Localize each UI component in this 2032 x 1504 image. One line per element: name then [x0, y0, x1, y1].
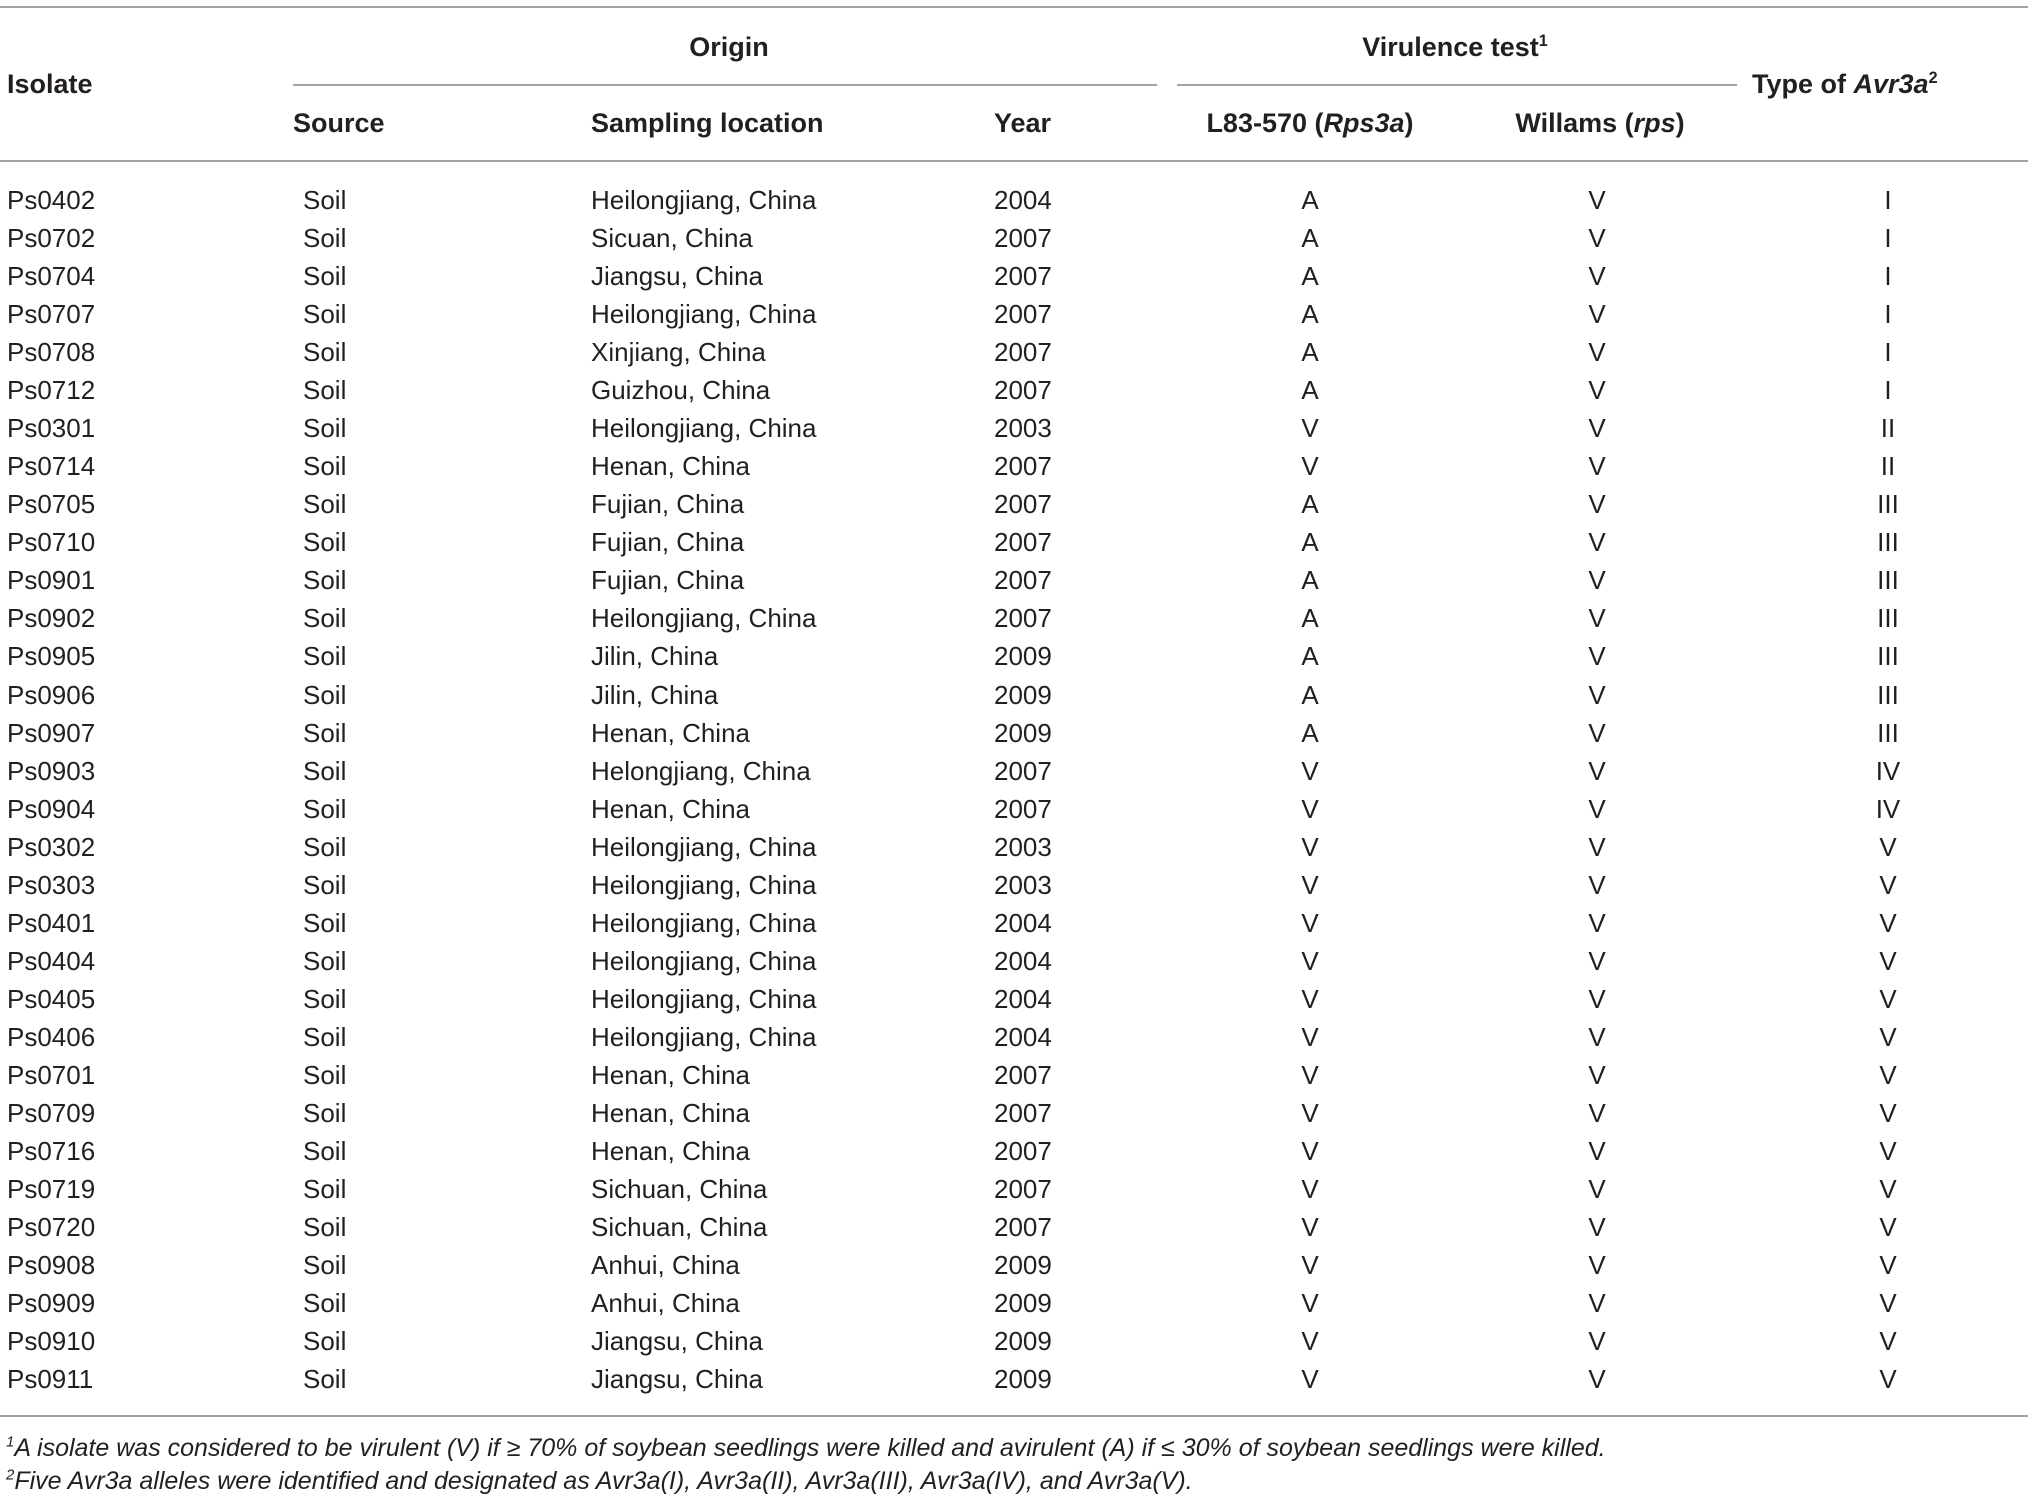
cell-sampling-location: Henan, China	[591, 1136, 750, 1166]
table-row	[0, 219, 2032, 257]
cell-source: Soil	[303, 565, 347, 596]
footnote-marker: 1	[6, 1433, 15, 1451]
cell-year: 2003	[994, 413, 1052, 444]
cell-willams: V	[1588, 375, 1606, 406]
cell-source: Soil	[303, 717, 347, 748]
cell-willams: V	[1588, 451, 1606, 482]
cell-isolate: Ps0909	[7, 1288, 96, 1319]
cell-source: Soil	[303, 489, 347, 520]
cell-avr3a-type: IV	[1875, 755, 1901, 786]
header-avr3a-type	[1752, 65, 1938, 103]
cell-avr3a-type: II	[1880, 451, 1896, 482]
cell-l83-570: A	[1301, 261, 1319, 292]
cell-avr3a-type: III	[1877, 641, 1899, 672]
cell-willams: V	[1588, 945, 1606, 976]
cell-avr3a-type: I	[1884, 223, 1892, 254]
table-row	[0, 714, 2032, 752]
cell-year: 2003	[994, 831, 1052, 862]
cell-l83-570: A	[1301, 337, 1319, 368]
cell-willams: V	[1588, 337, 1606, 368]
cell-willams: V	[1588, 679, 1606, 710]
table-row	[0, 637, 2032, 675]
cell-sampling-location: Henan, China	[591, 1059, 750, 1090]
cell-year: 2007	[994, 299, 1052, 330]
cell-avr3a-type: V	[1879, 1250, 1897, 1281]
cell-isolate: Ps0404	[7, 945, 96, 976]
cell-source: Soil	[303, 299, 347, 330]
cell-source: Soil	[303, 1021, 347, 1052]
cell-avr3a-type: V	[1879, 1097, 1897, 1128]
footnote-ref-1: 1	[1538, 32, 1548, 50]
cell-isolate: Ps0402	[7, 185, 96, 215]
cell-source: Soil	[303, 603, 347, 634]
cell-year: 2007	[994, 755, 1052, 786]
cell-sampling-location: Jilin, China	[591, 679, 719, 710]
cell-year: 2007	[994, 1059, 1052, 1090]
cell-source: Soil	[303, 983, 347, 1014]
cell-avr3a-type: V	[1879, 1212, 1897, 1243]
cell-willams: V	[1588, 603, 1606, 634]
cell-isolate: Ps0719	[7, 1174, 96, 1205]
header-source: Source	[293, 108, 385, 138]
cell-isolate: Ps0406	[7, 1021, 96, 1052]
cell-willams: V	[1588, 185, 1606, 215]
cell-isolate: Ps0716	[7, 1136, 96, 1166]
cell-sampling-location: Henan, China	[591, 793, 750, 824]
header-virulence-test-label: Virulence test	[1362, 32, 1539, 62]
header-sampling-location: Sampling location	[591, 108, 824, 138]
cell-avr3a-type: V	[1879, 1174, 1897, 1205]
cell-sampling-location: Anhui, China	[591, 1288, 740, 1319]
cell-year: 2009	[994, 1326, 1052, 1357]
cell-avr3a-type: I	[1884, 299, 1892, 330]
cell-l83-570: V	[1301, 869, 1319, 900]
cell-isolate: Ps0405	[7, 983, 96, 1014]
cell-l83-570: A	[1301, 527, 1319, 558]
cell-willams: V	[1588, 565, 1606, 596]
table-row	[0, 828, 2032, 866]
cell-sampling-location: Jiangsu, China	[591, 1326, 763, 1357]
cell-avr3a-type: V	[1879, 869, 1897, 900]
cell-willams: V	[1588, 1059, 1606, 1090]
header-year: Year	[994, 108, 1052, 138]
cell-l83-570: V	[1301, 1136, 1319, 1166]
cell-isolate: Ps0712	[7, 375, 96, 406]
cell-isolate: Ps0702	[7, 223, 96, 254]
cell-isolate: Ps0401	[7, 907, 96, 938]
virulence-group-rule	[1177, 84, 1737, 86]
cell-willams: V	[1588, 1136, 1606, 1166]
cell-isolate: Ps0904	[7, 793, 96, 824]
cell-isolate: Ps0708	[7, 337, 96, 368]
cell-isolate: Ps0302	[7, 831, 96, 862]
cell-year: 2004	[994, 945, 1052, 976]
cell-l83-570: V	[1301, 1326, 1319, 1357]
cell-sampling-location: Henan, China	[591, 1097, 750, 1128]
cell-source: Soil	[303, 1097, 347, 1128]
cell-year: 2009	[994, 679, 1052, 710]
cell-year: 2007	[994, 527, 1052, 558]
cell-l83-570: V	[1301, 945, 1319, 976]
table-row	[0, 257, 2032, 295]
cell-source: Soil	[303, 413, 347, 444]
cell-source: Soil	[303, 337, 347, 368]
cell-avr3a-type: V	[1879, 1364, 1897, 1395]
cell-l83-570: V	[1301, 1174, 1319, 1205]
cell-year: 2007	[994, 261, 1052, 292]
header-l83-prefix: L83-570 (	[1206, 108, 1324, 138]
table-row	[0, 904, 2032, 942]
cell-willams: V	[1588, 983, 1606, 1014]
table-header-rule	[0, 160, 2028, 162]
table-row	[0, 1322, 2032, 1360]
cell-year: 2007	[994, 1212, 1052, 1243]
cell-source: Soil	[303, 679, 347, 710]
cell-l83-570: A	[1301, 489, 1319, 520]
cell-willams: V	[1588, 527, 1606, 558]
cell-avr3a-type: III	[1877, 527, 1899, 558]
cell-avr3a-type: V	[1879, 1288, 1897, 1319]
cell-year: 2007	[994, 565, 1052, 596]
table-top-rule	[0, 6, 2028, 8]
cell-l83-570: V	[1301, 1021, 1319, 1052]
cell-avr3a-type: I	[1884, 337, 1892, 368]
cell-year: 2007	[994, 1097, 1052, 1128]
cell-avr3a-type: III	[1877, 565, 1899, 596]
cell-sampling-location: Heilongjiang, China	[591, 185, 817, 215]
cell-l83-570: V	[1301, 793, 1319, 824]
cell-sampling-location: Fujian, China	[591, 527, 745, 558]
cell-sampling-location: Jiangsu, China	[591, 1364, 763, 1395]
cell-year: 2004	[994, 907, 1052, 938]
cell-source: Soil	[303, 1174, 347, 1205]
cell-willams: V	[1588, 413, 1606, 444]
table-row	[0, 409, 2032, 447]
cell-sampling-location: Heilongjiang, China	[591, 603, 817, 634]
cell-sampling-location: Heilongjiang, China	[591, 945, 817, 976]
footnote-text: Five Avr3a alleles were identified and designated as Avr3a(I), Avr3a(II), Avr3a(III), Avr3a(IV), and Avr3a(V).	[14, 1467, 1193, 1495]
cell-year: 2007	[994, 223, 1052, 254]
cell-source: Soil	[303, 1364, 347, 1395]
cell-l83-570: A	[1301, 679, 1319, 710]
table-row	[0, 561, 2032, 599]
header-willams-gene: rps	[1633, 108, 1676, 138]
cell-avr3a-type: V	[1879, 907, 1897, 938]
cell-avr3a-type: II	[1880, 413, 1896, 444]
cell-isolate: Ps0710	[7, 527, 96, 558]
cell-source: Soil	[303, 945, 347, 976]
cell-avr3a-type: V	[1879, 1326, 1897, 1357]
cell-sampling-location: Anhui, China	[591, 1250, 740, 1281]
cell-isolate: Ps0910	[7, 1326, 96, 1357]
cell-willams: V	[1588, 489, 1606, 520]
cell-willams: V	[1588, 1326, 1606, 1357]
cell-avr3a-type: III	[1877, 717, 1899, 748]
cell-willams: V	[1588, 1250, 1606, 1281]
cell-avr3a-type: III	[1877, 679, 1899, 710]
header-l83-gene: Rps3a	[1323, 108, 1405, 138]
cell-sampling-location: Henan, China	[591, 717, 750, 748]
cell-source: Soil	[303, 1288, 347, 1319]
cell-l83-570: A	[1301, 641, 1319, 672]
cell-year: 2007	[994, 489, 1052, 520]
cell-isolate: Ps0911	[7, 1364, 94, 1395]
cell-source: Soil	[303, 261, 347, 292]
cell-willams: V	[1588, 223, 1606, 254]
cell-l83-570: A	[1301, 717, 1319, 748]
footnote-marker: 2	[6, 1466, 15, 1484]
cell-l83-570: V	[1301, 1288, 1319, 1319]
cell-sampling-location: Jiangsu, China	[591, 261, 763, 292]
cell-isolate: Ps0902	[7, 603, 96, 634]
cell-willams: V	[1588, 869, 1606, 900]
table-bottom-rule	[0, 1415, 2028, 1417]
cell-willams: V	[1588, 717, 1606, 748]
cell-year: 2004	[994, 1021, 1052, 1052]
cell-willams: V	[1588, 1288, 1606, 1319]
cell-avr3a-type: III	[1877, 603, 1899, 634]
cell-willams: V	[1588, 793, 1606, 824]
cell-year: 2009	[994, 1288, 1052, 1319]
cell-sampling-location: Jilin, China	[591, 641, 719, 672]
cell-willams: V	[1588, 1097, 1606, 1128]
cell-isolate: Ps0908	[7, 1250, 96, 1281]
cell-source: Soil	[303, 1136, 347, 1166]
cell-l83-570: A	[1301, 185, 1319, 215]
cell-year: 2009	[994, 1250, 1052, 1281]
cell-year: 2004	[994, 185, 1052, 215]
cell-year: 2009	[994, 641, 1052, 672]
cell-isolate: Ps0303	[7, 869, 96, 900]
cell-willams: V	[1588, 831, 1606, 862]
cell-avr3a-type: I	[1884, 185, 1892, 215]
table-row	[0, 1094, 2032, 1132]
cell-avr3a-type: V	[1879, 831, 1897, 862]
cell-source: Soil	[303, 223, 347, 254]
cell-l83-570: A	[1301, 375, 1319, 406]
cell-l83-570: A	[1301, 603, 1319, 634]
cell-source: Soil	[303, 869, 347, 900]
cell-isolate: Ps0707	[7, 299, 96, 330]
cell-isolate: Ps0701	[7, 1059, 96, 1090]
cell-year: 2009	[994, 1364, 1052, 1395]
cell-isolate: Ps0906	[7, 679, 96, 710]
footnote-text: A isolate was considered to be virulent (V) if ≥ 70% of soybean seedlings were killed and avirulent (A) if ≤ 30% of soybean seedlings were killed.	[14, 1434, 1606, 1462]
header-willams-prefix: Willams (	[1515, 108, 1634, 138]
cell-willams: V	[1588, 1174, 1606, 1205]
cell-source: Soil	[303, 793, 347, 824]
cell-avr3a-type: V	[1879, 1059, 1897, 1090]
cell-willams: V	[1588, 641, 1606, 672]
header-type-gene: Avr3a	[1853, 69, 1929, 99]
cell-sampling-location: Heilongjiang, China	[591, 983, 817, 1014]
cell-avr3a-type: V	[1879, 983, 1897, 1014]
table-row	[0, 1170, 2032, 1208]
cell-willams: V	[1588, 755, 1606, 786]
table-row	[0, 1284, 2032, 1322]
cell-willams: V	[1588, 907, 1606, 938]
cell-l83-570: V	[1301, 1250, 1319, 1281]
cell-l83-570: V	[1301, 983, 1319, 1014]
cell-year: 2004	[994, 983, 1052, 1014]
cell-sampling-location: Xinjiang, China	[591, 337, 766, 368]
footnote-2	[6, 1464, 1193, 1498]
cell-l83-570: V	[1301, 1059, 1319, 1090]
cell-source: Soil	[303, 185, 347, 215]
cell-isolate: Ps0705	[7, 489, 96, 520]
cell-l83-570: A	[1301, 223, 1319, 254]
cell-sampling-location: Heilongjiang, China	[591, 907, 817, 938]
footnote-1	[6, 1431, 1606, 1465]
cell-sampling-location: Helongjiang, China	[591, 755, 811, 786]
cell-sampling-location: Guizhou, China	[591, 375, 771, 406]
cell-l83-570: V	[1301, 1097, 1319, 1128]
cell-year: 2007	[994, 375, 1052, 406]
cell-sampling-location: Sicuan, China	[591, 223, 753, 254]
cell-sampling-location: Fujian, China	[591, 565, 745, 596]
cell-year: 2007	[994, 451, 1052, 482]
cell-isolate: Ps0903	[7, 755, 96, 786]
cell-l83-570: V	[1301, 413, 1319, 444]
cell-sampling-location: Henan, China	[591, 451, 750, 482]
header-willams-suffix: )	[1675, 108, 1685, 138]
table-row	[0, 1360, 2032, 1398]
cell-l83-570: A	[1301, 299, 1319, 330]
cell-source: Soil	[303, 831, 347, 862]
cell-avr3a-type: III	[1877, 489, 1899, 520]
table-row	[0, 447, 2032, 485]
cell-sampling-location: Heilongjiang, China	[591, 831, 817, 862]
table-row	[0, 790, 2032, 828]
table-row	[0, 333, 2032, 371]
cell-isolate: Ps0301	[7, 413, 96, 444]
table-row	[0, 523, 2032, 561]
table-row	[0, 752, 2032, 790]
cell-avr3a-type: I	[1884, 375, 1892, 406]
cell-source: Soil	[303, 451, 347, 482]
cell-source: Soil	[303, 755, 347, 786]
cell-year: 2007	[994, 337, 1052, 368]
cell-avr3a-type: V	[1879, 1136, 1897, 1166]
cell-source: Soil	[303, 1326, 347, 1357]
table-row	[0, 942, 2032, 980]
table-row	[0, 295, 2032, 333]
cell-isolate: Ps0905	[7, 641, 96, 672]
cell-isolate: Ps0714	[7, 451, 96, 482]
cell-avr3a-type: I	[1884, 261, 1892, 292]
cell-source: Soil	[303, 907, 347, 938]
table-row	[0, 1246, 2032, 1284]
cell-year: 2007	[994, 793, 1052, 824]
cell-isolate: Ps0704	[7, 261, 96, 292]
cell-isolate: Ps0709	[7, 1097, 96, 1128]
cell-year: 2009	[994, 717, 1052, 748]
cell-isolate: Ps0907	[7, 717, 96, 748]
table-row	[0, 485, 2032, 523]
header-isolate: Isolate	[7, 69, 93, 99]
cell-sampling-location: Heilongjiang, China	[591, 1021, 817, 1052]
header-l83-suffix: )	[1404, 108, 1414, 138]
cell-source: Soil	[303, 375, 347, 406]
cell-l83-570: V	[1301, 907, 1319, 938]
cell-source: Soil	[303, 527, 347, 558]
cell-sampling-location: Fujian, China	[591, 489, 745, 520]
cell-l83-570: V	[1301, 451, 1319, 482]
table-row	[0, 599, 2032, 637]
cell-year: 2007	[994, 1136, 1052, 1166]
cell-l83-570: V	[1301, 1212, 1319, 1243]
cell-willams: V	[1588, 1364, 1606, 1395]
cell-willams: V	[1588, 261, 1606, 292]
cell-isolate: Ps0901	[7, 565, 96, 596]
table-row	[0, 1208, 2032, 1246]
table-row	[0, 676, 2032, 714]
header-willams	[1400, 104, 1800, 142]
cell-willams: V	[1588, 1212, 1606, 1243]
cell-l83-570: V	[1301, 1364, 1319, 1395]
cell-year: 2007	[994, 603, 1052, 634]
cell-avr3a-type: V	[1879, 945, 1897, 976]
cell-l83-570: V	[1301, 755, 1319, 786]
cell-year: 2007	[994, 1174, 1052, 1205]
cell-source: Soil	[303, 641, 347, 672]
footnote-ref-2: 2	[1928, 69, 1938, 87]
cell-avr3a-type: IV	[1875, 793, 1901, 824]
table-row	[0, 980, 2032, 1018]
cell-isolate: Ps0720	[7, 1212, 96, 1243]
cell-source: Soil	[303, 1059, 347, 1090]
cell-sampling-location: Heilongjiang, China	[591, 299, 817, 330]
table-row	[0, 371, 2032, 409]
cell-sampling-location: Heilongjiang, China	[591, 413, 817, 444]
header-origin: Origin	[689, 32, 769, 62]
table-row	[0, 1056, 2032, 1094]
cell-sampling-location: Sichuan, China	[591, 1212, 768, 1243]
table-row	[0, 1132, 2032, 1170]
table-row	[0, 181, 2032, 219]
header-type-prefix: Type of	[1752, 69, 1854, 99]
cell-avr3a-type: V	[1879, 1021, 1897, 1052]
table-row	[0, 1018, 2032, 1056]
cell-sampling-location: Sichuan, China	[591, 1174, 768, 1205]
cell-sampling-location: Heilongjiang, China	[591, 869, 817, 900]
cell-year: 2003	[994, 869, 1052, 900]
cell-l83-570: V	[1301, 831, 1319, 862]
cell-source: Soil	[303, 1250, 347, 1281]
table-row	[0, 866, 2032, 904]
cell-willams: V	[1588, 299, 1606, 330]
cell-source: Soil	[303, 1212, 347, 1243]
table-body	[0, 181, 2032, 1399]
cell-willams: V	[1588, 1021, 1606, 1052]
cell-l83-570: A	[1301, 565, 1319, 596]
header-virulence-test	[1255, 28, 1655, 66]
origin-group-rule	[293, 84, 1157, 86]
